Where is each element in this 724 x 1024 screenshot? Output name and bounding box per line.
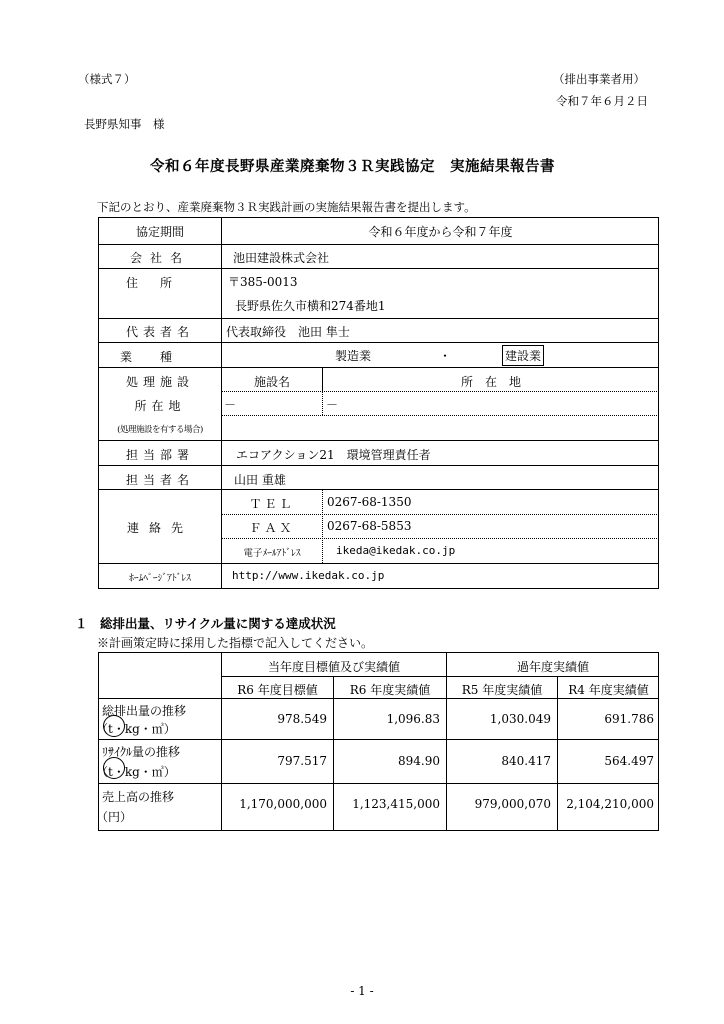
addressee: 長野県知事 様 [84,117,165,131]
form-number: （様式７） [78,72,136,86]
fax-value: 0267-68-5853 [327,519,412,533]
table-cell: 797.517 [277,754,327,768]
industry-label: 業種 [119,350,200,364]
row-label: 総排出量の推移 [102,704,187,718]
row-unit: （t・kg・㎥） [96,765,176,779]
column-header: R4 年度実績値 [568,683,649,697]
postal-code: 〒385-0013 [228,275,298,289]
table-cell: 978.549 [277,712,327,726]
audience-label: （排出事業者用） [553,72,645,86]
facility-location-header: 所 在 地 [460,375,521,389]
column-header: R6 年度目標値 [237,683,318,697]
facility-name-header: 施設名 [253,375,290,389]
current-year-group-header: 当年度目標値及び実績値 [267,660,400,674]
column-header: R5 年度実績値 [461,683,543,697]
facility-name-value: － [224,398,237,412]
industry-separator: ・ [439,349,452,363]
tel-label: ＴＥＬ [249,497,295,511]
period-value: 令和６年度から令和７年度 [368,225,513,239]
address-label: 住所 [125,276,194,290]
facility-location-value: － [326,398,339,412]
row-unit: （円） [96,810,133,824]
table-cell: 691.786 [604,712,654,726]
period-label: 協定期間 [135,225,184,239]
table-cell: 979,000,070 [474,797,551,811]
tel-value: 0267-68-1350 [327,495,412,509]
page-number: - 1 - [350,984,374,998]
person-value: 山田 重雄 [234,473,286,487]
section1-note: ※計画策定時に採用した指標で記入してください。 [97,636,374,650]
industry-manufacturing: 製造業 [335,349,372,363]
homepage-label: ﾎｰﾑﾍﾟｰｼﾞｱﾄﾞﾚｽ [129,573,191,584]
facility-label: 処理施設 [125,375,194,389]
fax-label: ＦＡＸ [249,521,295,535]
past-years-group-header: 過年度実績値 [516,660,589,674]
selected-unit-circle [103,757,125,779]
company-value: 池田建設株式会社 [233,251,330,265]
column-header: R6 年度実績値 [349,683,431,697]
email-label: 電子ﾒｰﾙｱﾄﾞﾚｽ [243,548,301,559]
selected-unit-circle [103,715,125,737]
row-unit: （t・kg・㎥） [96,722,176,736]
homepage-value: http://www.ikedak.co.jp [232,569,385,582]
representative-label: 代表者名 [125,325,194,339]
table-cell: 2,104,210,000 [566,797,654,811]
section1-heading: １ 総排出量、リサイクル量に関する達成状況 [75,616,336,631]
table-cell: 1,123,415,000 [352,797,440,811]
representative-value: 代表取締役 池田 隼士 [226,325,350,339]
table-cell: 1,170,000,000 [239,797,327,811]
facility-note: (処理施設を有する場合) [117,425,203,435]
address-value: 長野県佐久市横和274番地1 [235,299,386,313]
email-value: ikeda@ikedak.co.jp [336,544,456,557]
document-title: 令和６年度長野県産業廃棄物３Ｒ実践協定 実施結果報告書 [150,158,555,175]
intro-text: 下記のとおり、産業廃棄物３Ｒ実践計画の実施結果報告書を提出します。 [97,200,476,214]
company-label: 会社名 [129,251,190,265]
table-cell: 1,096.83 [386,712,440,726]
row-label: 売上高の推移 [102,790,175,804]
facility-location-label: 所在地 [134,399,186,413]
department-label: 担当部署 [125,448,194,462]
table-cell: 564.497 [604,754,654,768]
industry-construction-selected: 建設業 [502,345,544,366]
report-date: 令和７年６月２日 [556,94,648,108]
row-label: ﾘｻｲｸﾙ量の推移 [102,745,181,759]
table-cell: 1,030.049 [489,712,551,726]
table-cell: 840.417 [501,754,551,768]
table-cell: 894.90 [398,754,440,768]
person-label: 担当者名 [125,473,194,487]
department-value: エコアクション21 環境管理責任者 [236,448,431,462]
contact-label: 連絡先 [126,521,193,535]
